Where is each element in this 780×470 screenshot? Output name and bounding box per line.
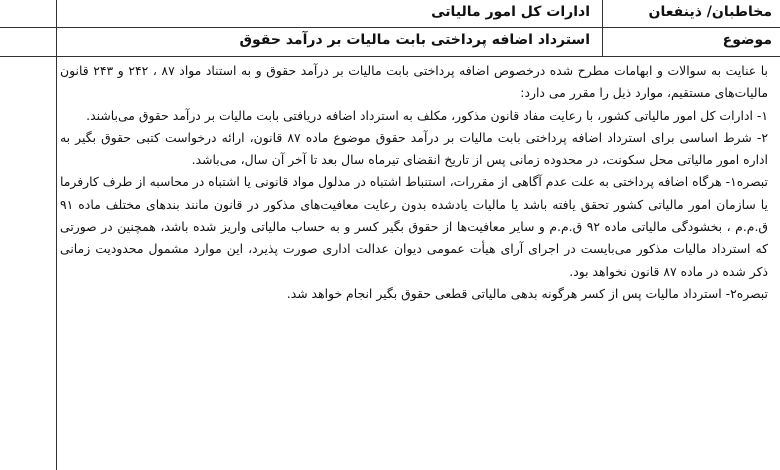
note-2-paragraph: تبصره۲- استرداد مالیات پس از کسر هرگونه بدهی مالیاتی قطعی حقوق بگیر انجام خواهد شد. <box>286 285 768 301</box>
note-1-paragraph: تبصره۱- هرگاه اضافه پرداختی به علت عدم آگاهی از مقررات، استنباط اشتباه در مدلول مواد قانونی یا اشتباه در محاسبه از طرف کارفرما یا سازمان امور مالیاتی کشور تحقق یافته باشد یا مالیات یادشده بدون رعایت معافیت‌های مذکور در قانون مانند بندهای مختلف ماده ۹۱ ق.م.م ، بخشودگی مالیاتی ماده ۹۲ ق.م.م و سایر معافیت‌ها از حقوق بگیر کسر و به حساب مالیاتی واریز شده باشد، همچنین در صورتی که استرداد مالیات مذکور می‌بایست در اجرای آرای هیأت عمومی دیوان عدالت اداری صورت پذیرد، این موارد مشمول محدودیت زمانی ذکر شده در ماده ۸۷ قانون نخواهد بود. <box>60 174 768 279</box>
subject-row <box>0 28 780 57</box>
audience-row <box>0 0 780 28</box>
subject-label: موضوع <box>602 28 780 56</box>
item-1-paragraph: ۱- ادارات کل امور مالیاتی کشور، با رعایت مفاد قانون مذکور، مکلف به استرداد اضافه دریافتی بابت مالیات بر درآمد حقوق می‌باشند. <box>86 107 768 123</box>
audience-label: مخاطبان/ ذینفعان <box>602 0 780 27</box>
audience-value: ادارات کل امور مالیاتی <box>431 4 590 20</box>
intro-paragraph: با عنایت به سوالات و ابهامات مطرح شده درخصوص اضافه پرداختی بابت مالیات بر درآمد حقوق و به استناد مواد ۸۷ ، ۲۴۲ و ۲۴۳ قانون مالیات‌های مستقیم، موارد ذیل را مقرر می دارد: <box>60 63 768 101</box>
left-border-line <box>56 0 57 470</box>
body-text <box>60 60 768 305</box>
subject-value: استرداد اضافه پرداختی بابت مالیات بر درآمد حقوق <box>239 32 590 48</box>
item-2-paragraph: ۲- شرط اساسی برای استرداد اضافه پرداختی بابت مالیات بر درآمد حقوق موضوع ماده ۸۷ قانون، ارائه درخواست کتبی حقوق بگیر به اداره امور مالیاتی محل سکونت، در محدوده زمانی پس از تاریخ انقضای تیرماه سال بعد تا آخر آن سال، می‌باشد. <box>60 129 768 168</box>
